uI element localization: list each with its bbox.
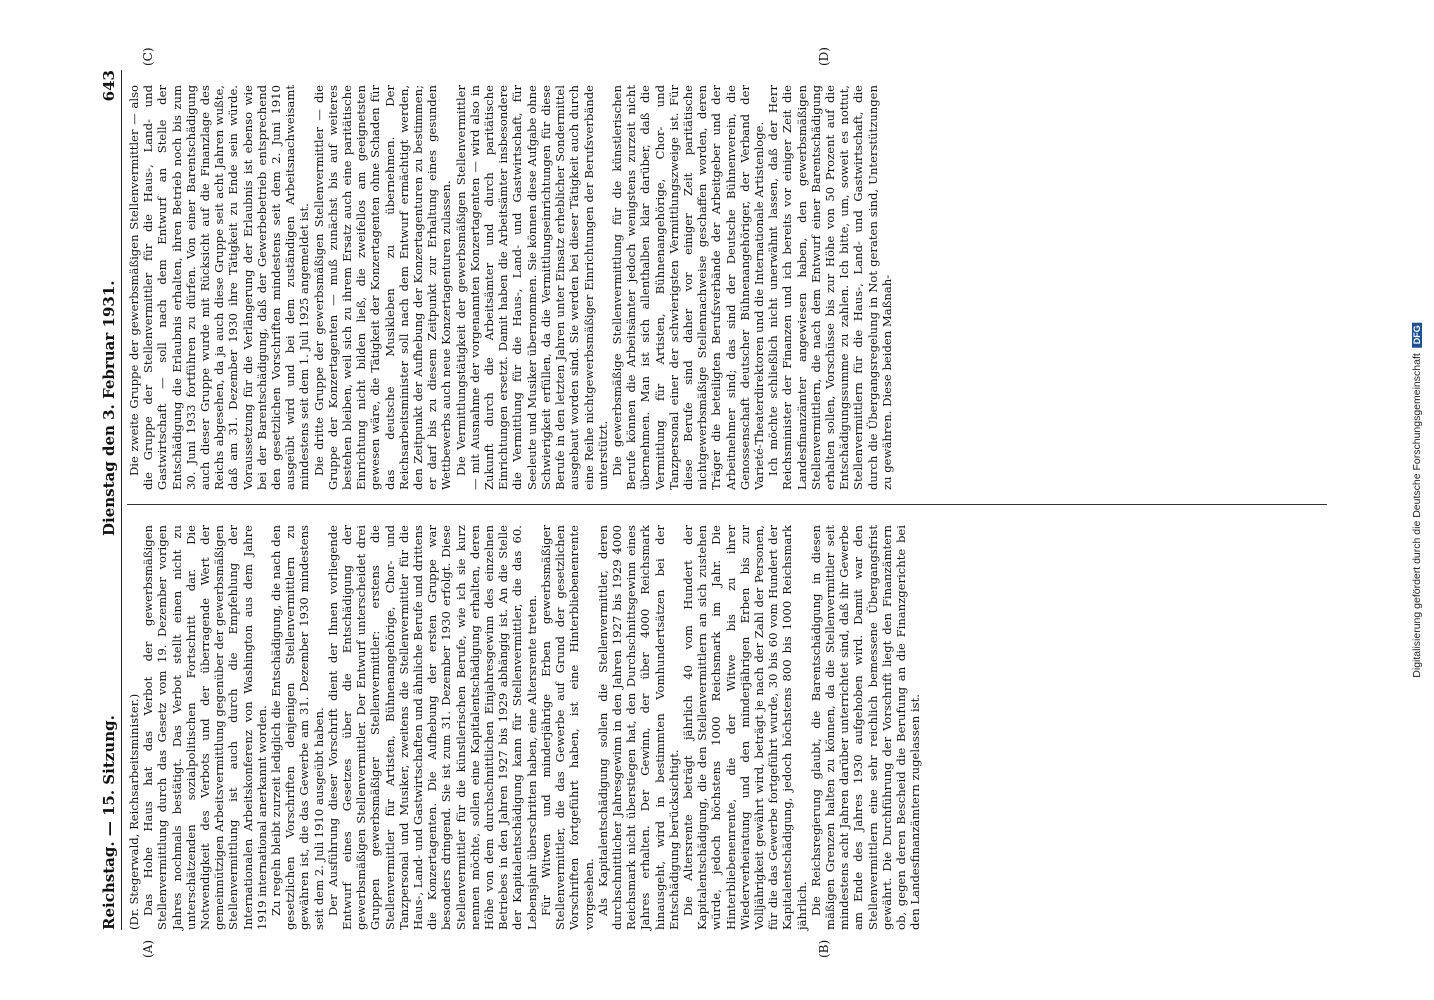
margin-mark-d: (D) (817, 47, 831, 66)
dfg-logo: DFG (1412, 322, 1422, 347)
margin-mark-b: (B) (817, 939, 831, 958)
speaker-line: (Dr. Stegerwald, Reichsarbeitsminister.) (127, 693, 141, 930)
paragraph: Das Hohe Haus hat das Verbot der gewerbsmäßigen Stellenvermittlung durch das Gesetz vom 19. Dezember vorigen Jahres nochmals bestätigt. Das Verbot stellt einen nicht zu unterschätzenden sozialpolitischen Fortschritt dar. Die Notwendigkeit des Verbots und der überragende Wert der gemeinnützigen Arbeitsvermittlung gegenüber der gewerbsmäßigen Stellenvermittlung ist auch durch die Empfehlung der Internationalen Arbeitskonferenz von Washington aus dem Jahre 1919 international anerkannt worden. (141, 524, 269, 930)
paragraph: Die dritte Gruppe der gewerbsmäßigen Stellenvermittler — die Gruppe der Konzertagenten — muß zunächst bis auf weiteres bestehen bleiben, weil sich zu ihrem Ersatz auch eine paritätische Einrichtung nicht bilden ließ, die zweifellos am geeignetsten gewesen wäre, die Tätigkeit der Konzertagenten ohne Schaden für das deutsche Musikleben zu übernehmen. Der Reichsarbeitsminister soll nach dem Entwurf ermächtigt werden, den Zeitpunkt der Aufhebung der Konzertagenturen zu bestimmen; er darf bis zu diesem Zeitpunkt zur Erhaltung eines gesunden Wettbewerbs auch neue Konzertagenturen zulassen. (311, 85, 454, 490)
paragraph: Der Ausführung dieser Vorschrift dient der Ihnen vorliegende Entwurf eines Gesetzes über die Entschädigung der gewerbsmäßigen Stellenvermittler. Der Entwurf unterscheidet drei Gruppen gewerbsmäßiger Stellenvermittler: erstens die Stellenvermittler für Artisten, Bühnenangehörige, Chor- und Tanzpersonal und Musiker, zweitens die Stellenvermittler für die Haus-, Land- und Gastwirtschaften und ähnliche Berufe und drittens die Konzertagenten. Die Aufhebung der ersten Gruppe war besonders dringend. Sie ist zum 31. Dezember 1930 erfolgt. Diese Stellenvermittler für die künstlerischen Berufe, wie ich sie kurz nennen möchte, sollen eine Kapitalentschädigung erhalten, deren Höhe von dem durchschnittlichen Einjahresgewinn des einzelnen Betriebes in den Jahren 1927 bis 1929 abhängig ist. An die Stelle der Kapitalentschädigung kann für Stellenvermittler, die das 60. Lebensjahr überschritten haben, eine Altersrente treten. (325, 525, 539, 930)
paragraph: Die Reichsregierung glaubt, die Barentschädigung in diesen mäßigen Grenzen halten zu können, da die Stellenvermittler seit mindestens acht Jahren darüber unterrichtet sind, daß ihr Gewerbe am Ende des Jahres 1930 aufgehoben wird. Damit war den Stellenvermittlern eine sehr reichlich bemessene Übergangsfrist gewährt. Die Durchführung der Vorschrift liegt den Finanzämtern ob, gegen deren Bescheid die Berufung an die Finanzgerichte bei den Landesfinanzämtern zugelassen ist. (808, 525, 923, 930)
header-left: Reichstag. — 15. Sitzung. (100, 715, 118, 930)
right-column (127, 85, 894, 490)
paragraph: Als Kapitalentschädigung sollen die Stellenvermittler, deren durchschnittlicher Jahresgewinn in den Jahren 1927 bis 1929 4000 Reichsmark nicht überstiegen hat, den Durchschnittsgewinn eines Jahres erhalten. Der Gewinn, der über 4000 Reichsmark hinausgeht, wird in bestimmten Vomhundertsätzen bei der Entschädigung berücksichtigt. (595, 525, 681, 930)
credit-label: Digitalisierung gefördert durch die Deutsche Forschungsgemeinschaft (1411, 353, 1423, 678)
paragraph: Die zweite Gruppe der gewerbsmäßigen Stellenvermittler — also die Gruppe der Stellenvermittler für die Haus-, Land- und Gastwirtschaft — soll nach dem Entwurf an Stelle der Entschädigung die Erlaubnis erhalten, ihren Betrieb noch bis zum 30. Juni 1933 fortführen zu dürfen. Von einer Barentschädigung auch dieser Gruppe wurde mit Rücksicht auf die Finanzlage des Reichs abgesehen, da ja auch diese Gruppe seit acht Jahren wußte, daß am 31. Dezember 1930 ihre Tätigkeit zu Ende sein würde. Voraussetzung für die Verlängerung der Erlaubnis ist ebenso wie bei der Barentschädigung, daß der Gewerbebetrieb entsprechend den gesetzlichen Vorschriften mindestens seit dem 2. Juni 1910 ausgeübt wird und bei dem zuständigen Arbeitsnachweisamt mindestens seit dem 1. Juli 1925 angemeldet ist. (127, 85, 312, 490)
paragraph: Die gewerbsmäßige Stellenvermittlung für die künstlerischen Berufe können die Arbeitsämter jedoch wenigstens zurzeit nicht übernehmen. Man ist sich allenthalben klar darüber, daß die Vermittlung für Artisten, Bühnenangehörige, Chor- und Tanzpersonal einer der schwierigsten Vermittlungszweige ist. Für diese Berufe sind daher vor einiger Zeit paritätische nichtgewerbsmäßige Stellennachweise geschaffen worden, deren Träger die beteiligten Berufsverbände der Arbeitgeber und der Arbeitnehmer sind; das sind der Deutsche Bühnenverein, die Genossenschaft deutscher Bühnenangehöriger, der Verband der Varieté-Theaterdirektoren und die Internationale Artistenloge. (609, 85, 766, 490)
page-number: 643 (100, 70, 118, 102)
margin-mark-c: (C) (141, 47, 155, 66)
paragraph: Zu regeln bleibt zurzeit lediglich die Entschädigung, die nach den gesetzlichen Vorschriften denjenigen Stellenvermittlern zu gewähren ist, die das Gewerbe am 31. Dezember 1930 mindestens seit dem 2. Juli 1910 ausgeübt haben. (269, 525, 326, 930)
rotated-page-content (97, 47, 1337, 958)
paragraph: Ich möchte schließlich nicht unerwähnt lassen, daß der Herr Reichsminister der Finanzen und ich bereits vor einiger Zeit die Landesfinanzämter angewiesen haben, den gewerbsmäßigen Stellenvermittlern, die nach dem Entwurf einer Barentschädigung erhalten sollen, Vorschüsse bis zur Höhe von 50 Prozent auf die Entschädigungssumme zu zahlen. Ich bitte, um, soweit es nottut, Stellenvermittlern für die Haus-, Land- und Gastwirtschaft, die durch die Übergangsregelung in Not geraten sind, Unterstützungen zu gewähren. Diese beiden Maßnah- (766, 85, 894, 490)
page-header (97, 70, 121, 930)
digitization-credit-sidebar (1404, 0, 1430, 1000)
paragraph: Für Witwen und minderjährige Erben gewerbsmäßiger Stellenvermittler, die das Gewerbe auf Grund der gesetzlichen Vorschriften fortgeführt haben, ist eine Hinterbliebenenrente vorgesehen. (538, 525, 596, 930)
credit-text (1411, 322, 1423, 677)
column-divider (127, 504, 1327, 505)
paragraph: Die Vermittlungstätigkeit der gewerbsmäßigen Stellenvermittler — mit Ausnahme der vorgenannten Konzertagenten — wird also in Zukunft durch die Arbeitsämter und durch paritätische Einrichtungen ersetzt. Damit haben die Arbeitsämter insbesondere die Vermittlung für die Haus-, Land- und Gastwirtschaft, für Seeleute und Musiker übernommen. Sie können diese Aufgabe ohne Schwierigkeit erfüllen, da die Vermittlungseinrichtungen für diese Berufe in den letzten Jahren unter Einsatz erheblicher Sondermittel ausgebaut worden sind. Sie werden bei dieser Tätigkeit auch durch eine Reihe nichtgewerbsmäßiger Einrichtungen der Berufsverbände unterstützt. (453, 85, 610, 490)
header-rule (121, 70, 122, 930)
paragraph: Die Altersrente beträgt jährlich 40 vom Hundert der Kapitalentschädigung, die den Stellenvermittlern an sich zustehen würde, jedoch höchstens 1000 Reichsmark im Jahr. Die Hinterbliebenenrente, die der Witwe bis zu ihrer Wiederverheiratung und den minderjährigen Erben bis zur Volljährigkeit gewährt wird, beträgt je nach der Zahl der Personen, für die das Gewerbe fortgeführt wurde, 30 bis 60 vom Hundert der Kapitalentschädigung, jedoch höchstens 800 bis 1000 Reichsmark jährlich. (680, 525, 809, 930)
left-column (127, 525, 922, 930)
margin-mark-a: (A) (141, 939, 155, 958)
header-center: Dienstag den 3. Februar 1931. (100, 280, 118, 536)
